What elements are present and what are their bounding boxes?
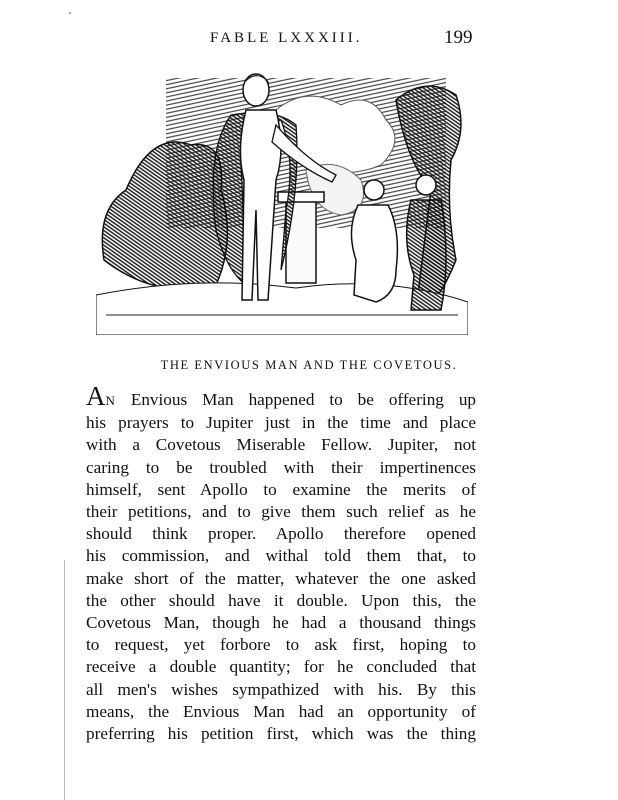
kneeling-man-body: [407, 200, 446, 310]
text-line: to request, yet forbore to ask first, hoping to: [86, 635, 476, 655]
fable-body: [86, 381, 477, 745]
text-line: his commission, and withal told them that, to: [86, 546, 476, 566]
text-line: their petitions, and to give them such relief as he: [86, 502, 476, 522]
text-line: [86, 381, 477, 412]
first-word-rest: N: [105, 393, 116, 408]
text-line: caring to be troubled with their impertinences: [86, 457, 476, 477]
text-line: preferring his petition first, which was the thing: [86, 724, 476, 744]
page-edge-line: [64, 560, 65, 800]
initial-letter: A: [86, 381, 106, 411]
kneeling-man-body: [351, 205, 397, 302]
kneeling-man-head: [416, 175, 436, 195]
page-number: 199: [444, 27, 473, 48]
first-line-rest: Envious Man happened to be offering up: [130, 390, 477, 409]
text-line: Covetous Man, though he had a thousand things: [86, 613, 476, 633]
bush-left: [102, 142, 227, 289]
text-line: his prayers to Jupiter just in the time and place: [86, 413, 476, 433]
text-line: all men's wishes sympathized with his. By this: [86, 679, 476, 699]
text-line: receive a double quantity; for he concluded that: [86, 657, 476, 677]
woodcut-illustration: [96, 70, 468, 335]
text-line: the other should have it double. Upon this, the: [86, 590, 476, 610]
running-title: FABLE LXXXIII.: [210, 30, 363, 46]
text-line: with a Covetous Miserable Fellow. Jupiter, not: [86, 435, 476, 455]
kneeling-man-head: [364, 180, 384, 200]
altar-top: [278, 192, 324, 202]
illustration-caption: THE ENVIOUS MAN AND THE COVETOUS.: [160, 358, 458, 372]
text-line: means, the Envious Man had an opportunity of: [86, 701, 476, 721]
speck-mark: [69, 12, 71, 14]
text-line: himself, sent Apollo to examine the merits of: [86, 479, 476, 499]
text-line: should think proper. Apollo therefore opened: [86, 524, 476, 544]
text-line: make short of the matter, whatever the one asked: [86, 568, 476, 588]
